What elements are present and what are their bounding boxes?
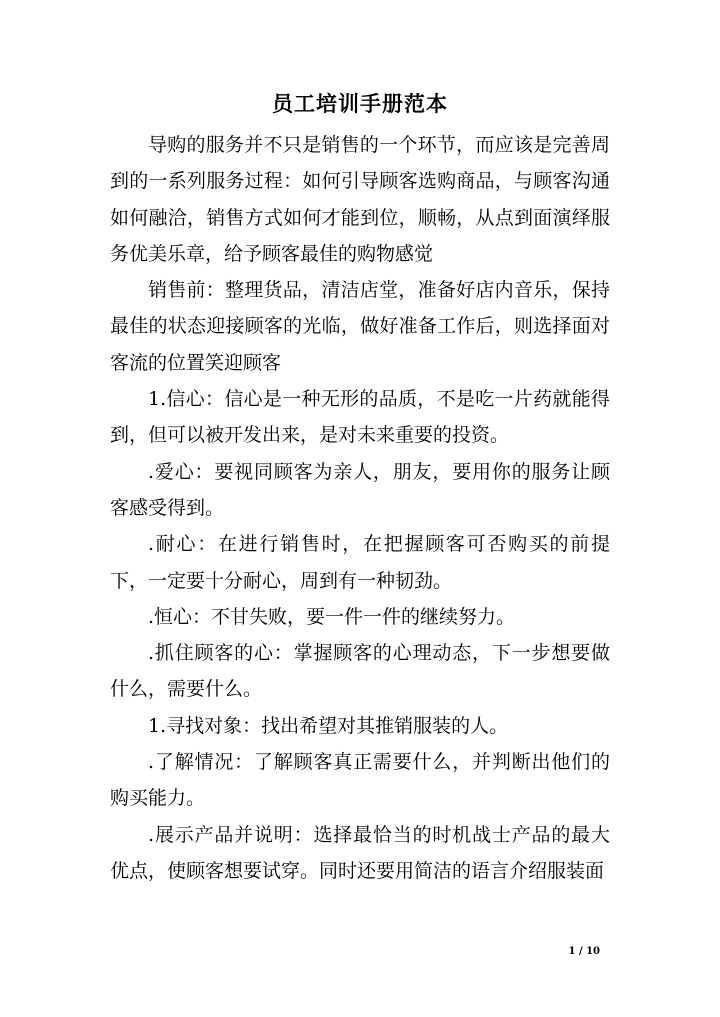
page-number: 1 / 10 xyxy=(568,946,600,957)
paragraph-confidence: 1.信心：信心是一种无形的品质，不是吃一片药就能得到，但可以被开发出来，是对未来重要的投资。 xyxy=(110,388,610,447)
document-body xyxy=(110,127,610,889)
paragraph-perseverance: .恒心：不甘失败，要一件一件的继续努力。 xyxy=(148,605,516,628)
paragraph-patience: .耐心：在进行销售时，在把握顾客可否购买的前提下，一定要十分耐心，周到有一种韧劲。 xyxy=(110,533,610,592)
paragraph-find-target: 1.寻找对象：找出希望对其推销服装的人。 xyxy=(148,714,509,737)
paragraph-intro: 导购的服务并不只是销售的一个环节，而应该是完善周到的一系列服务过程：如何引导顾客选购商品，与顾客沟通如何融洽，销售方式如何才能到位，顺畅，从点到面演绎服务优美乐章，给予顾客最佳的购物感觉 xyxy=(110,134,610,265)
paragraph-care: .爱心：要视同顾客为亲人，朋友，要用你的服务让顾客感受得到。 xyxy=(110,460,610,519)
document-title: 员工培训手册范本 xyxy=(272,91,448,116)
paragraph-understand: .了解情况：了解顾客真正需要什么，并判断出他们的购买能力。 xyxy=(110,751,610,810)
paragraph-before-sales: 销售前：整理货品，清洁店堂，准备好店内音乐，保持最佳的状态迎接顾客的光临，做好准备工作后，则选择面对客流的位置笑迎顾客 xyxy=(110,279,610,374)
paragraph-customer-heart: .抓住顾客的心：掌握顾客的心理动态，下一步想要做什么，需要什么。 xyxy=(110,642,610,701)
paragraph-show-product: .展示产品并说明：选择最恰当的时机战士产品的最大优点，使顾客想要试穿。同时还要用简洁的语言介绍服装面 xyxy=(110,823,610,882)
